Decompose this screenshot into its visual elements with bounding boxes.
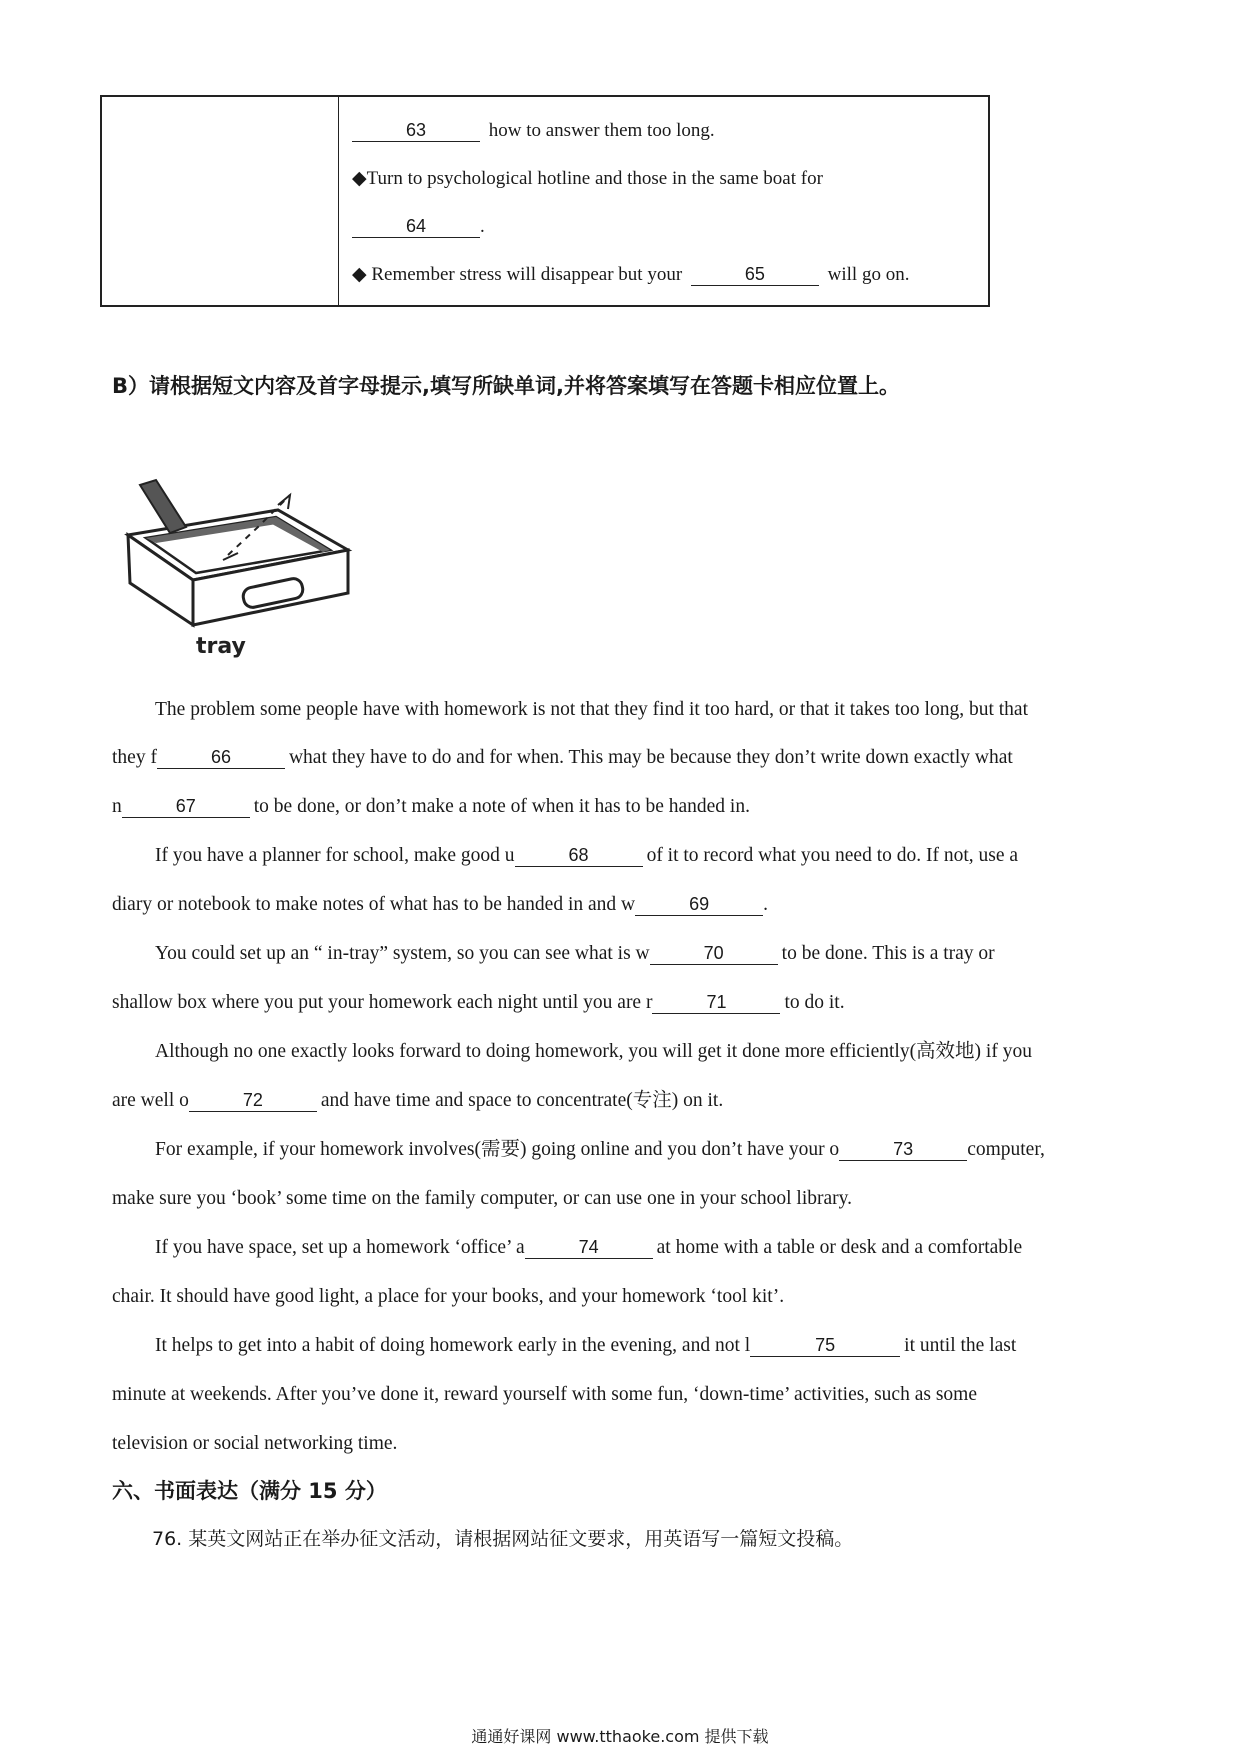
page-footer: 通通好课网 www.tthaoke.com 提供下载 (471, 1727, 769, 1746)
tray-label: tray (196, 634, 246, 659)
passage-line-3-start: n (112, 796, 122, 817)
blank-64[interactable]: 64 (352, 215, 480, 238)
passage-line-11: make sure you ‘book’ some time on the family computer, or can use one in your school library. (112, 1188, 853, 1209)
passage-line-4-start: If you have a planner for school, make good u (155, 845, 515, 866)
passage-line-4-end: of it to record what you need to do. If not, use a (646, 845, 1019, 866)
passage-line-14-start: It helps to get into a habit of doing homework early in the evening, and not l (155, 1335, 751, 1356)
table-column-divider (338, 97, 339, 305)
blank-75[interactable]: 75 (750, 1334, 900, 1357)
passage-line-15: minute at weekends. After you’ve done it, reward yourself with some fun, ‘down-time’ activities, such as some (112, 1384, 977, 1405)
passage-line-4 (155, 844, 1175, 868)
blank-74[interactable]: 74 (525, 1236, 653, 1259)
blank-70[interactable]: 70 (650, 942, 778, 965)
passage-line-14 (155, 1334, 1175, 1358)
passage-line-6-start: You could set up an “ in-tray” system, so you can see what is w (155, 943, 650, 964)
passage-line-7-start: shallow box where you put your homework each night until you are r (112, 992, 653, 1013)
passage-line-12 (155, 1236, 1175, 1260)
blank-69[interactable]: 69 (635, 893, 763, 916)
passage-line-1: The problem some people have with homework is not that they find it too hard, or that it takes too long, but that (155, 699, 1028, 720)
passage-line-3-end: to be done, or don’t make a note of when it has to be handed in. (253, 796, 750, 817)
passage-line-9-end: and have time and space to concentrate(专注) on it. (320, 1090, 724, 1111)
blank-67[interactable]: 67 (122, 795, 250, 818)
passage-line-12-end: at home with a table or desk and a comfortable (656, 1237, 1023, 1258)
passage-line-5-start: diary or notebook to make notes of what has to be handed in and w (112, 894, 636, 915)
blank-71[interactable]: 71 (652, 991, 780, 1014)
passage-line-3 (112, 795, 1132, 819)
passage-line-2 (112, 746, 1132, 770)
passage-line-10-end: computer, (967, 1139, 1045, 1160)
section-six-title: 六、书面表达（满分 15 分） (112, 1479, 387, 1503)
table-row-hotline: ◆Turn to psychological hotline and those in the same boat for (352, 168, 823, 189)
passage-line-9-start: are well o (112, 1090, 189, 1111)
passage-line-16: television or social networking time. (112, 1433, 398, 1454)
blank-68[interactable]: 68 (515, 844, 643, 867)
blank-65[interactable]: 65 (691, 263, 819, 286)
passage-line-5-end: . (763, 894, 768, 915)
passage-line-7-end: to do it. (784, 992, 845, 1013)
table-row-63-text: how to answer them too long. (488, 120, 715, 141)
blank-73[interactable]: 73 (839, 1138, 967, 1161)
table-row-64 (352, 215, 485, 239)
summary-table (100, 95, 990, 307)
table-row-65-after: will go on. (827, 264, 910, 285)
passage-line-6 (155, 942, 1175, 966)
passage-line-10 (155, 1138, 1175, 1162)
table-row-64-period: . (480, 216, 485, 237)
passage-line-12-start: If you have space, set up a homework ‘office’ a (155, 1237, 525, 1258)
section-b-heading: B）请根据短文内容及首字母提示,填写所缺单词,并将答案填写在答题卡相应位置上。 (112, 374, 900, 398)
passage-line-5 (112, 893, 1132, 917)
task-76: 76. 某英文网站正在举办征文活动，请根据网站征文要求，用英语写一篇短文投稿。 (152, 1528, 854, 1550)
passage-line-6-end: to be done. This is a tray or (781, 943, 995, 964)
blank-66[interactable]: 66 (157, 746, 285, 769)
blank-72[interactable]: 72 (189, 1089, 317, 1112)
table-row-65 (352, 263, 909, 287)
passage-line-13: chair. It should have good light, a place for your books, and your homework ‘tool kit’. (112, 1286, 785, 1307)
passage-line-10-start: For example, if your homework involves(需要) going online and you don’t have your o (155, 1139, 840, 1160)
table-row-65-before: ◆ Remember stress will disappear but your (352, 264, 683, 285)
passage-line-2-end: what they have to do and for when. This may be because they don’t write down exactly what (288, 747, 1013, 768)
tray-illustration (118, 475, 358, 665)
table-right-cell (352, 97, 988, 305)
passage-line-9 (112, 1089, 1132, 1113)
passage-line-7 (112, 991, 1132, 1015)
table-row-63 (352, 119, 715, 143)
passage-line-2-start: they f (112, 747, 157, 768)
passage-line-14-end: it until the last (904, 1335, 1017, 1356)
blank-63[interactable]: 63 (352, 119, 480, 142)
passage-line-8: Although no one exactly looks forward to doing homework, you will get it done more efficiently(高效地) if you (155, 1041, 1032, 1062)
